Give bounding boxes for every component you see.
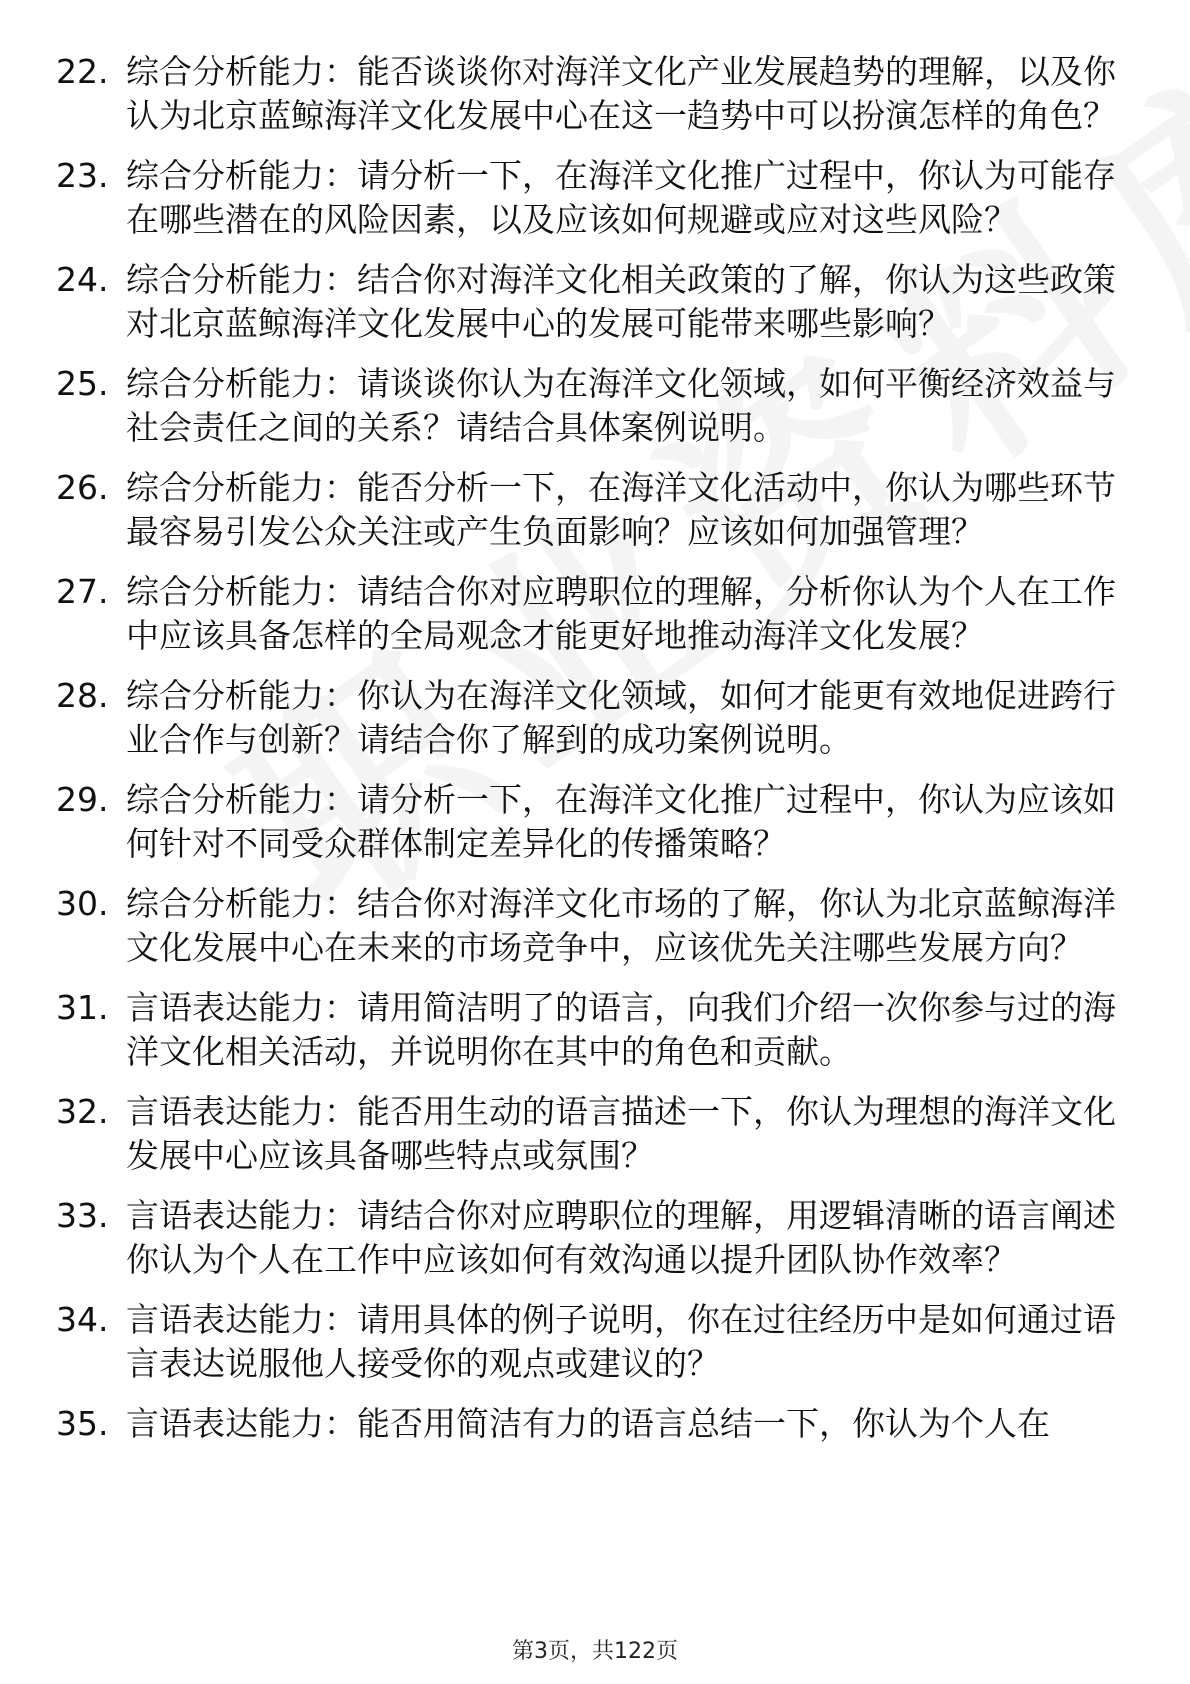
question-text: 综合分析能力：结合你对海洋文化市场的了解，你认为北京蓝鲸海洋文化发展中心在未来的市场竞争中，应该优先关注哪些发展方向？ [126, 884, 1116, 967]
question-list [0, 50, 1190, 1462]
question-number: 27. [56, 572, 109, 611]
question-item [0, 154, 1190, 242]
question-text: 综合分析能力：请谈谈你认为在海洋文化领域，如何平衡经济效益与社会责任之间的关系？请结合具体案例说明。 [126, 364, 1116, 447]
question-text: 综合分析能力：能否谈谈你对海洋文化产业发展趋势的理解，以及你认为北京蓝鲸海洋文化发展中心在这一趋势中可以扮演怎样的角色？ [126, 52, 1116, 135]
question-item [0, 1402, 1190, 1446]
question-text: 言语表达能力：能否用简洁有力的语言总结一下，你认为个人在 [126, 1404, 1050, 1443]
question-text: 言语表达能力：请结合你对应聘职位的理解，用逻辑清晰的语言阐述你认为个人在工作中应该如何有效沟通以提升团队协作效率？ [126, 1196, 1116, 1279]
question-item [0, 570, 1190, 658]
question-item [0, 778, 1190, 866]
question-item [0, 258, 1190, 346]
question-item [0, 1090, 1190, 1178]
question-number: 29. [56, 780, 109, 819]
question-item [0, 986, 1190, 1074]
question-item [0, 466, 1190, 554]
question-item [0, 362, 1190, 450]
question-text: 综合分析能力：结合你对海洋文化相关政策的了解，你认为这些政策对北京蓝鲸海洋文化发展中心的发展可能带来哪些影响？ [126, 260, 1116, 343]
question-number: 35. [56, 1404, 109, 1443]
page-footer: 第3页，共122页 [512, 1639, 678, 1664]
question-text: 综合分析能力：你认为在海洋文化领域，如何才能更有效地促进跨行业合作与创新？请结合你了解到的成功案例说明。 [126, 676, 1116, 759]
question-text: 言语表达能力：能否用生动的语言描述一下，你认为理想的海洋文化发展中心应该具备哪些特点或氛围？ [126, 1092, 1116, 1175]
question-number: 26. [56, 468, 109, 507]
question-item [0, 50, 1190, 138]
question-text: 综合分析能力：请结合你对应聘职位的理解，分析你认为个人在工作中应该具备怎样的全局观念才能更好地推动海洋文化发展？ [126, 572, 1116, 655]
question-item [0, 674, 1190, 762]
question-number: 30. [56, 884, 109, 923]
question-number: 25. [56, 364, 109, 403]
question-text: 言语表达能力：请用具体的例子说明，你在过往经历中是如何通过语言表达说服他人接受你的观点或建议的？ [126, 1300, 1116, 1383]
question-item [0, 882, 1190, 970]
question-number: 22. [56, 52, 109, 91]
question-number: 23. [56, 156, 109, 195]
question-text: 综合分析能力：请分析一下，在海洋文化推广过程中，你认为可能存在哪些潜在的风险因素，以及应该如何规避或应对这些风险？ [126, 156, 1116, 239]
question-text: 言语表达能力：请用简洁明了的语言，向我们介绍一次你参与过的海洋文化相关活动，并说明你在其中的角色和贡献。 [126, 988, 1116, 1071]
question-number: 32. [56, 1092, 109, 1131]
question-item [0, 1194, 1190, 1282]
question-number: 34. [56, 1300, 109, 1339]
question-number: 31. [56, 988, 109, 1027]
question-text: 综合分析能力：请分析一下，在海洋文化推广过程中，你认为应该如何针对不同受众群体制定差异化的传播策略？ [126, 780, 1116, 863]
question-number: 33. [56, 1196, 109, 1235]
question-item [0, 1298, 1190, 1386]
question-number: 24. [56, 260, 109, 299]
question-text: 综合分析能力：能否分析一下，在海洋文化活动中，你认为哪些环节最容易引发公众关注或产生负面影响？应该如何加强管理？ [126, 468, 1116, 551]
question-number: 28. [56, 676, 109, 715]
